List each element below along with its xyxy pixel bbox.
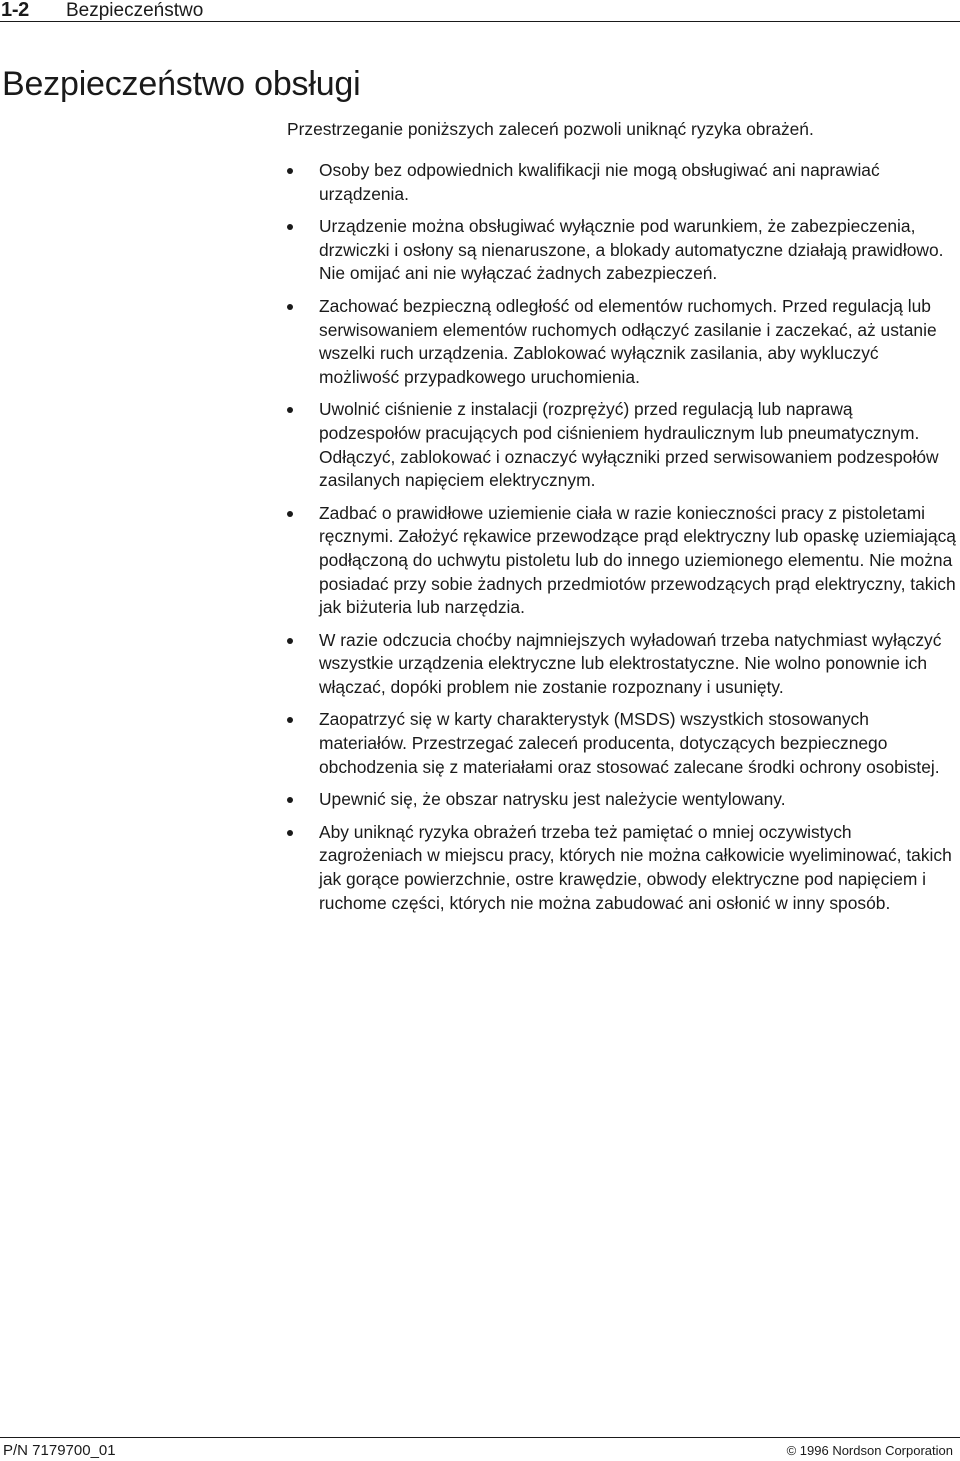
section-title: Bezpieczeństwo obsługi <box>2 65 361 103</box>
bullet-icon <box>287 511 293 517</box>
safety-bullet-item <box>287 708 957 779</box>
bullet-icon <box>287 304 293 310</box>
bullet-text: Uwolnić ciśnienie z instalacji (rozprężyć) przed regulacją lub naprawą podzespołów pracujących pod ciśnieniem hydraulicznym lub pneumatycznym. Odłączyć, zablokować i oznaczyć wyłączniki przed serwisowaniem podzespołów zasilanych napięciem elektrycznym. <box>319 399 939 491</box>
bullet-icon <box>287 168 293 174</box>
safety-bullet-item <box>287 398 957 492</box>
bullet-icon <box>287 797 293 803</box>
bullet-icon <box>287 224 293 230</box>
safety-bullet-item <box>287 215 957 286</box>
bullet-text: W razie odczucia choćby najmniejszych wyładowań trzeba natychmiast wyłączyć wszystkie urządzenia elektryczne lub elektrostatyczne. Nie wolno ponownie ich włączać, dopóki problem nie zostanie rozpoznany i usunięty. <box>319 629 942 697</box>
safety-bullet-item <box>287 629 957 700</box>
running-title: Bezpieczeństwo <box>66 0 204 21</box>
bullet-text: Zadbać o prawidłowe uziemienie ciała w razie konieczności pracy z pistoletami ręcznymi. Założyć rękawice przewodzące prąd elektryczny lub opaskę uziemiającą podłączoną do uchwytu pistoletu lub do innego uziemionego elementu. Nie można posiadać przy sobie żadnych przedmiotów przewodzących prąd elektryczny, takich jak biżuteria lub narzędzia. <box>319 502 956 618</box>
safety-bullet-item <box>287 821 957 915</box>
page-footer <box>0 1437 960 1461</box>
safety-bullet-list <box>287 159 957 924</box>
bullet-text: Zaopatrzyć się w karty charakterystyk (MSDS) wszystkich stosowanych materiałów. Przestrzegać zaleceń producenta, dotyczących bezpiecznego obchodzenia się z materiałami oraz stosować zalecane środki ochrony osobistej. <box>319 709 940 777</box>
page-header <box>0 0 960 22</box>
safety-bullet-item <box>287 295 957 389</box>
bullet-icon <box>287 638 293 644</box>
intro-paragraph: Przestrzeganie poniższych zaleceń pozwoli uniknąć ryzyka obrażeń. <box>287 119 814 139</box>
bullet-text: Zachować bezpieczną odległość od elementów ruchomych. Przed regulacją lub serwisowaniem elementów ruchomych odłączyć zasilanie i zaczekać, aż ustanie wszelki ruch urządzenia. Zablokować wyłącznik zasilania, aby wykluczyć możliwość przypadkowego uruchomienia. <box>319 295 937 387</box>
bullet-icon <box>287 407 293 413</box>
bullet-icon <box>287 717 293 723</box>
footer-rule <box>0 1437 960 1438</box>
bullet-icon <box>287 830 293 836</box>
safety-bullet-item <box>287 159 957 206</box>
bullet-text: Osoby bez odpowiednich kwalifikacji nie mogą obsługiwać ani naprawiać urządzenia. <box>319 160 880 204</box>
page-number: 1-2 <box>1 0 30 21</box>
part-number: P/N 7179700_01 <box>3 1442 116 1459</box>
safety-bullet-item <box>287 502 957 620</box>
bullet-text: Upewnić się, że obszar natrysku jest należycie wentylowany. <box>319 789 786 810</box>
bullet-text: Aby uniknąć ryzyka obrażeń trzeba też pamiętać o mniej oczywistych zagrożeniach w miejscu pracy, których nie można całkowicie wyeliminować, takich jak gorące powierzchnie, ostre krawędzie, obwody elektryczne pod napięciem i ruchome części, których nie można zabudować ani osłonić w inny sposób. <box>319 821 952 913</box>
bullet-text: Urządzenie można obsługiwać wyłącznie pod warunkiem, że zabezpieczenia, drzwiczki i osłony są nienaruszone, a blokady automatyczne działają prawidłowo. Nie omijać ani nie wyłączać żadnych zabezpieczeń. <box>319 216 944 284</box>
copyright-notice: © 1996 Nordson Corporation <box>786 1443 953 1458</box>
safety-bullet-item <box>287 788 957 812</box>
header-rule <box>0 21 960 22</box>
